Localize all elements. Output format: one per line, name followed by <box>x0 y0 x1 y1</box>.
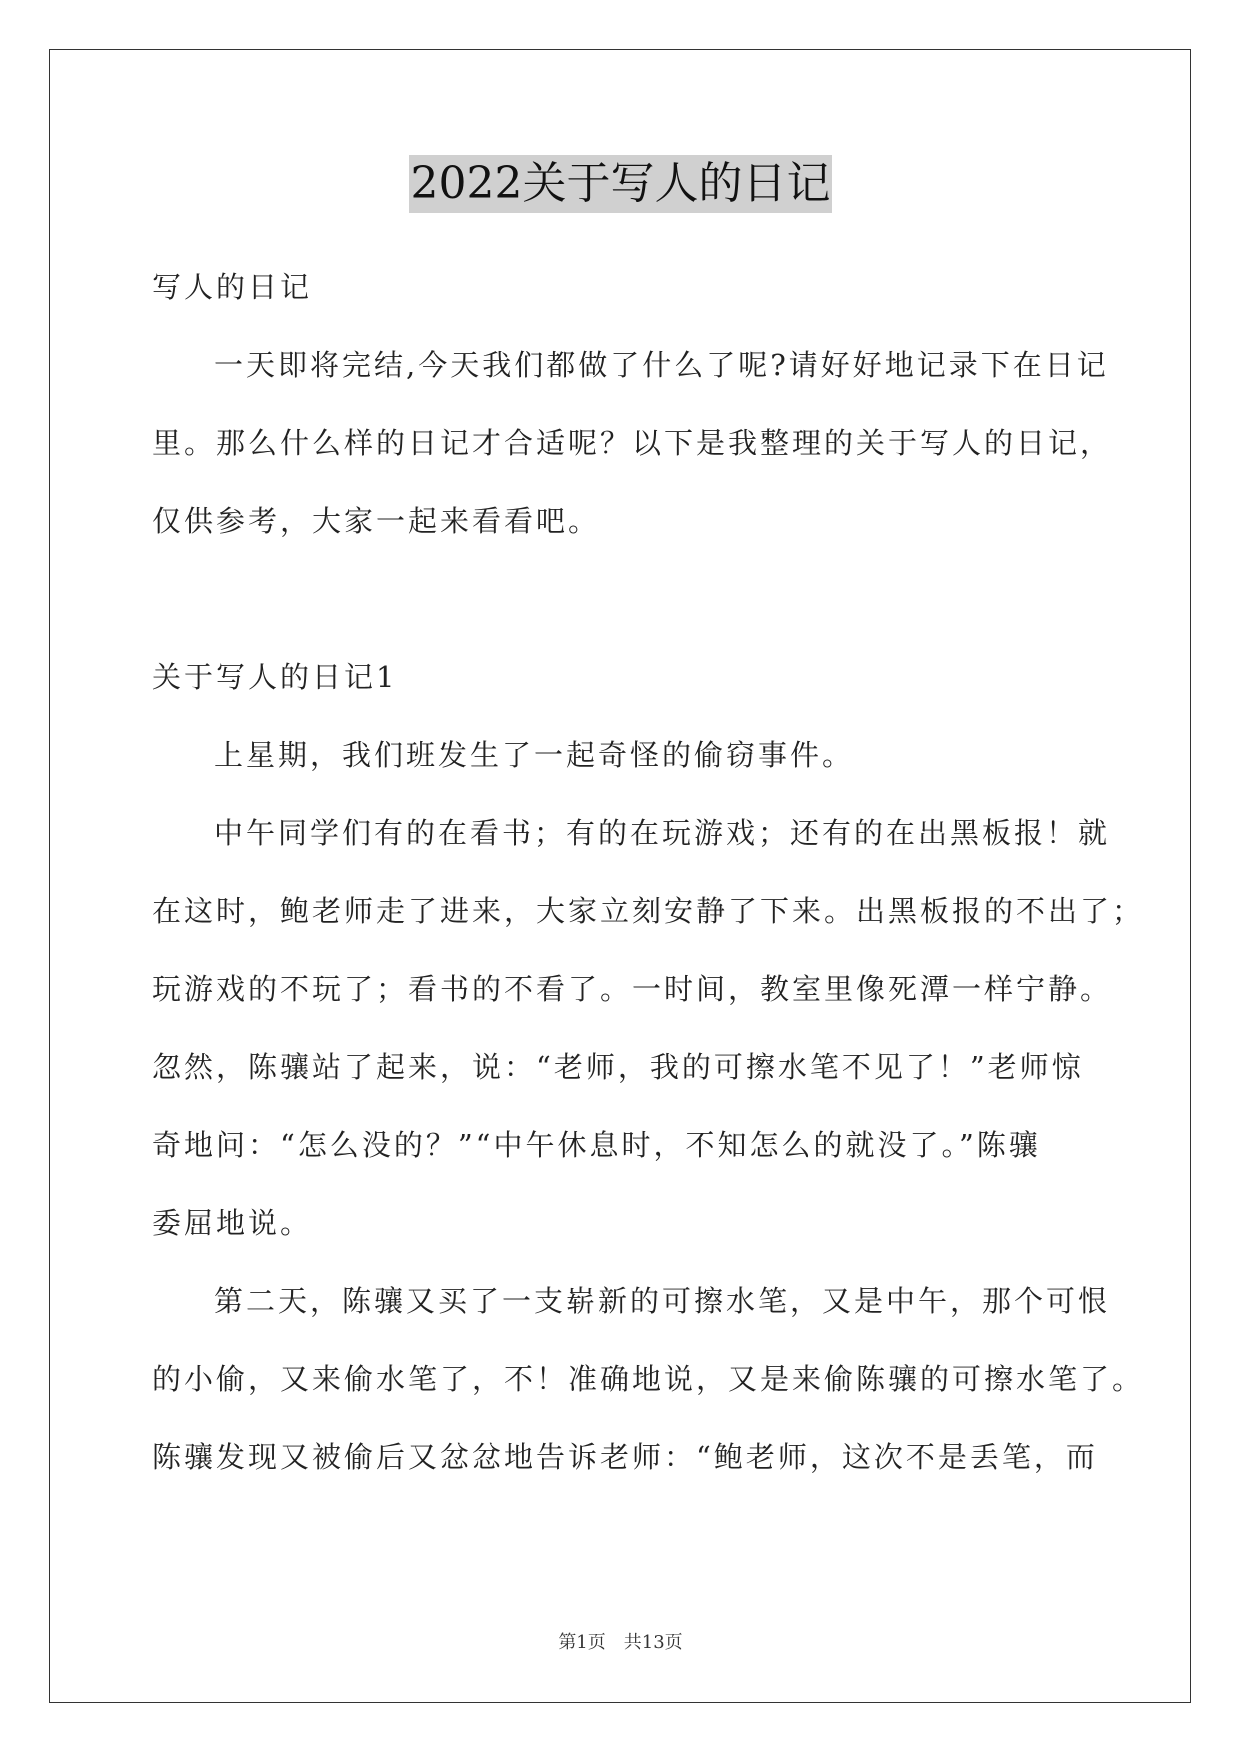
paragraph-line: 的小偷，又来偷水笔了，不！准确地说，又是来偷陈骧的可擦水笔了。 <box>152 1362 1145 1396</box>
paragraph-line: 第二天，陈骧又买了一支崭新的可擦水笔，又是中午，那个可恨 <box>214 1284 1111 1318</box>
paragraph-line: 中午同学们有的在看书；有的在玩游戏；还有的在出黑板报！就 <box>214 816 1111 850</box>
paragraph-line: 在这时，鲍老师走了进来，大家立刻安静了下来。出黑板报的不出了； <box>152 894 1145 928</box>
paragraph-line: 上星期，我们班发生了一起奇怪的偷窃事件。 <box>214 738 855 772</box>
paragraph-line: 仅供参考，大家一起来看看吧。 <box>152 504 601 538</box>
paragraph-line: 里。那么什么样的日记才合适呢？以下是我整理的关于写人的日记， <box>152 426 1113 460</box>
paragraph-line: 陈骧发现又被偷后又忿忿地告诉老师：“鲍老师，这次不是丢笔，而 <box>152 1440 1098 1474</box>
paragraph-line: 忽然，陈骧站了起来，说：“老师，我的可擦水笔不见了！”老师惊 <box>152 1050 1084 1084</box>
document-title <box>0 155 1241 213</box>
paragraph-line: 一天即将完结,今天我们都做了什么了呢?请好好地记录下在日记 <box>214 348 1109 382</box>
blank-line <box>152 574 1092 652</box>
section-heading: 写人的日记 <box>152 270 313 304</box>
document-title-text: 2022关于写人的日记 <box>409 155 833 213</box>
page-footer <box>0 1628 1241 1654</box>
document-body <box>152 262 1145 1510</box>
section-heading: 关于写人的日记1 <box>152 660 398 694</box>
paragraph-line: 委屈地说。 <box>152 1206 313 1240</box>
page-number-label: 第1页 共13页 <box>558 1632 683 1653</box>
paragraph-line: 奇地问：“怎么没的？”“中午休息时，不知怎么的就没了。”陈骧 <box>152 1128 1041 1162</box>
paragraph-line: 玩游戏的不玩了；看书的不看了。一时间，教室里像死潭一样宁静。 <box>152 972 1113 1006</box>
